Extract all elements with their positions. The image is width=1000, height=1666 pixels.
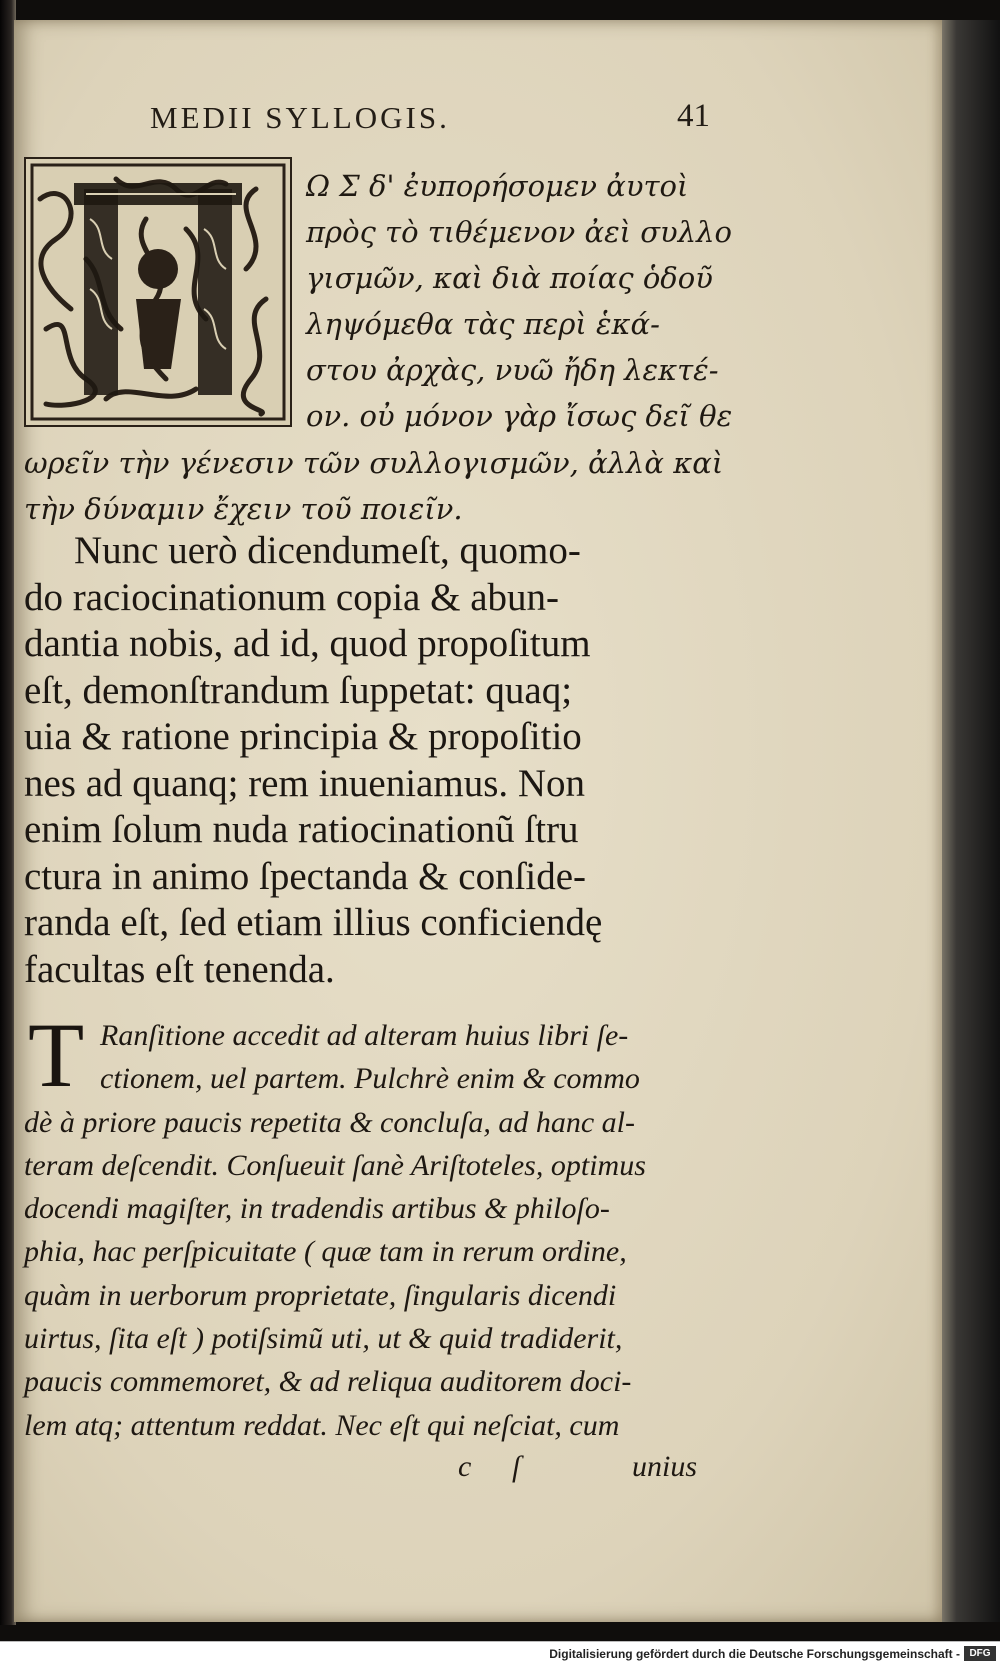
commentary-line: uirtus, ſita eſt ) potiſsimũ uti, ut & quid tradiderit, — [24, 1322, 623, 1356]
commentary-line: paucis commemoret, & ad reliqua auditorem doci- — [24, 1365, 632, 1399]
latin-line: randa eſt, ſed etiam illius conficiendę — [24, 901, 603, 944]
latin-line: nes ad quanq; rem inueniamus. Non — [24, 761, 586, 805]
greek-line: γισμῶν, καὶ διὰ ποίας ὁδοῦ — [306, 261, 713, 295]
latin-line: enim ſolum nuda ratiocinationũ ſtru — [24, 808, 579, 851]
woodcut-initial — [24, 157, 292, 427]
latin-line: ctura in animo ſpectanda & conſide- — [24, 854, 587, 898]
dfg-logo-icon: DFG — [964, 1646, 996, 1661]
greek-line: ωρεῖν τὴν γένεσιν τῶν συλλογισμῶν, ἀλλὰ καὶ — [24, 446, 724, 480]
commentary-line: quàm in uerborum proprietate, ſingularis dicendi — [24, 1278, 617, 1312]
greek-line: ληψόμεθα τὰς περὶ ἑκά- — [306, 307, 660, 341]
signature-mark-b: ſ — [512, 1450, 521, 1483]
greek-text-inset — [306, 163, 733, 439]
latin-line: eſt, demonſtrandum ſuppetat: quaq; — [24, 668, 573, 712]
greek-line: στου ἀρχὰς, νυῶ ἤδη λεκτέ- — [306, 353, 719, 387]
greek-line: πρὸς τὸ τιθέμενον ἀεὶ συλλο — [306, 215, 732, 249]
commentary-line: ctionem, uel partem. Pulchrè enim & commo — [100, 1062, 640, 1096]
woodcut-illustration-icon — [26, 159, 290, 425]
page-number: 41 — [677, 98, 710, 134]
latin-line: dantia nobis, ad id, quod propoſitum — [24, 622, 591, 665]
commentary-line: phia, hac perſpicuitate ( quæ tam in rerum ordine, — [24, 1235, 627, 1269]
running-head: MEDII SYLLOGIS. — [150, 100, 450, 135]
commentary-line: Ranſitione accedit ad alteram huius libri ſe- — [100, 1019, 629, 1052]
greek-line: Ω Σ δ' ἐυπορήσομεν ἀυτοὶ — [306, 169, 689, 203]
greek-text-full — [24, 440, 724, 532]
signature-mark-a: c — [458, 1450, 472, 1483]
page-edge-shadow — [942, 20, 1000, 1622]
page-header — [150, 100, 710, 150]
commentary-line: dè à priore paucis repetita & concluſa, ad hanc al- — [24, 1105, 636, 1139]
catchword: unius — [632, 1450, 698, 1483]
latin-line: uia & ratione principia & propoſitio — [24, 715, 582, 758]
commentary-line: lem atq; attentum reddat. Nec eſt qui neſciat, cum — [24, 1408, 620, 1442]
greek-line: τὴν δύναμιν ἔχειν τοῦ ποιεῖν. — [24, 492, 463, 526]
commentary-line: docendi magiſter, in tradendis artibus & philoſo- — [24, 1192, 610, 1226]
greek-line: ον. οὐ μόνον γὰρ ἴσως δεῖ θε — [306, 399, 733, 433]
latin-line: Nunc uerò dicendumeſt, quomo- — [74, 529, 581, 572]
latin-line: facultas eſt tenenda. — [24, 947, 335, 991]
latin-paragraph — [24, 528, 714, 993]
footer-credit: Digitalisierung gefördert durch die Deutsche Forschungsgemeinschaft - — [549, 1647, 960, 1661]
commentary-paragraph — [24, 1014, 714, 1447]
commentary-line: teram deſcendit. Conſueuit ſanè Ariſtoteles, optimus — [24, 1148, 646, 1182]
drop-cap: T — [28, 1004, 85, 1106]
footer-bar — [0, 1641, 1000, 1666]
latin-line: do raciocinationum copia & abun- — [24, 575, 559, 619]
